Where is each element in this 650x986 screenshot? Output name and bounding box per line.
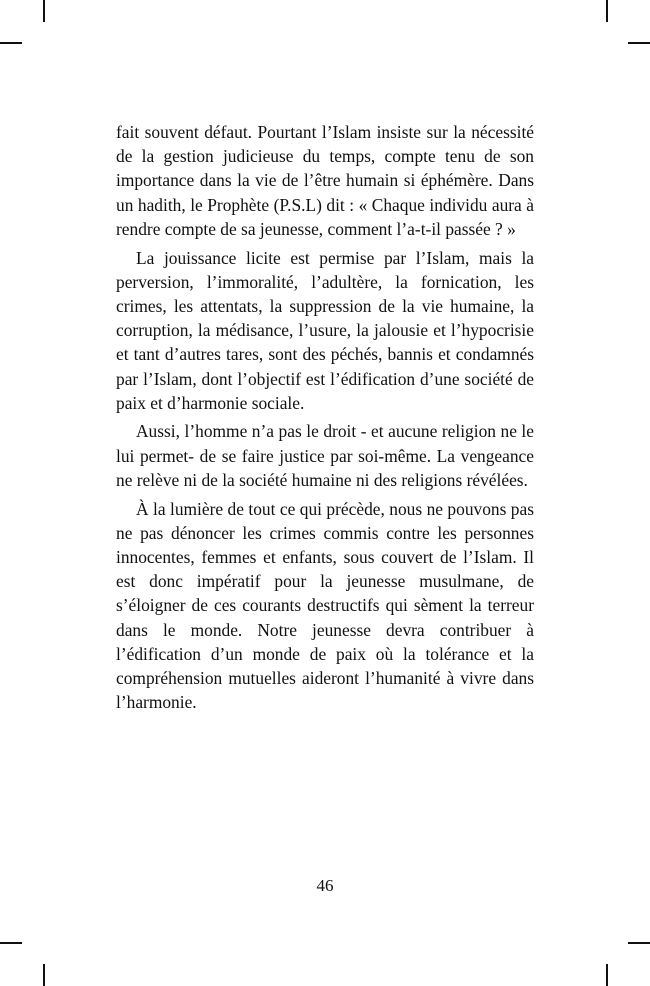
crop-mark-bottom-left-horizontal [0, 942, 22, 944]
crop-mark-bottom-left-vertical [43, 964, 45, 986]
crop-mark-top-left-horizontal [0, 42, 22, 44]
crop-mark-top-left-vertical [43, 0, 45, 22]
crop-mark-top-right-horizontal [628, 42, 650, 44]
body-text [116, 120, 534, 719]
paragraph-conclusion: À la lumière de tout ce qui précède, nous ne pouvons pas ne pas dénoncer les crimes commis contre les personnes innocentes, femmes et enfants, sous couvert de l’Islam. Il est donc impératif pour la jeunesse musulmane, de s’éloigner de ces courants destructifs qui sèment la terreur dans le monde. Notre jeunesse devra contribuer à l’édification d’un monde de paix où la tolérance et la compréhension mutuelles aideront l’humanité à vivre dans l’harmonie. [116, 498, 534, 713]
paragraph-continuation: fait souvent défaut. Pourtant l’Islam insiste sur la nécessité de la gestion judicieuse du temps, compte tenu de son importance dans la vie de l’être humain si éphémère. Dans un hadith, le Prophète (P.S.L) dit : « Chaque individu aura à rendre compte de sa jeunesse, comment l’a-t-il passée ? » [116, 122, 534, 239]
paragraph-licit-enjoyment: La jouissance licite est permise par l’Islam, mais la perversion, l’immoralité, l’adultère, la fornication, les crimes, les attentats, la suppression de la vie humaine, la corruption, la médisance, l’usure, la jalousie et l’hypocrisie et tant d’autres tares, sont des péchés, bannis et condamnés par l’Islam, dont l’objectif est l’édification d’une société de paix et d’harmonie sociale. [116, 247, 534, 413]
crop-mark-bottom-right-vertical [606, 964, 608, 986]
page-number: 46 [316, 876, 334, 895]
crop-mark-top-right-vertical [606, 0, 608, 22]
crop-mark-bottom-right-horizontal [628, 942, 650, 944]
paragraph-no-vengeance: Aussi, l’homme n’a pas le droit - et aucune religion ne le lui permet- de se faire justice par soi-même. La vengeance ne relève ni de la société humaine ni des religions révélées. [116, 421, 534, 490]
